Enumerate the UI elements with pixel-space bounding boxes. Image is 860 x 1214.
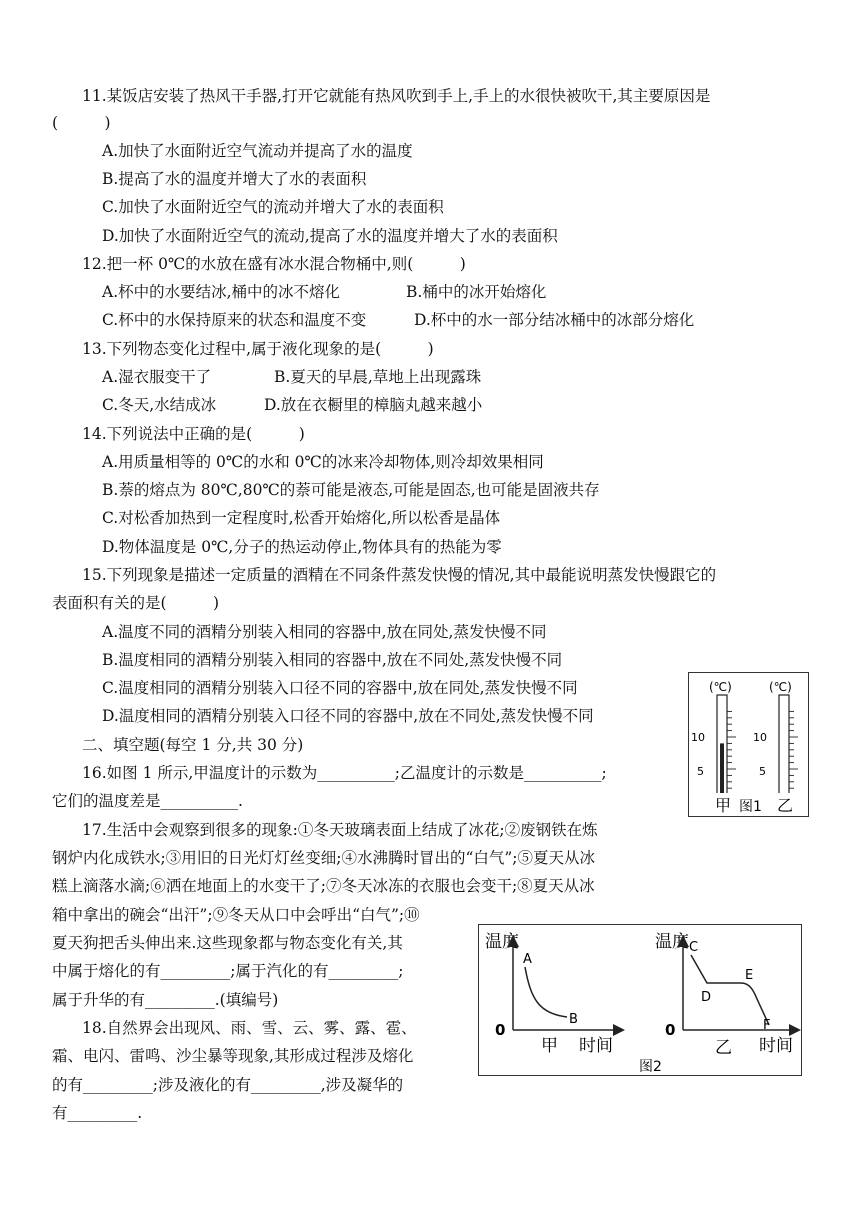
q15-option-b: B.温度相同的酒精分别装入相同的容器中,放在不同处,蒸发快慢不同: [102, 651, 563, 669]
q13-option-c: C.冬天,水结成冰: [102, 396, 217, 414]
scale-label-5-left: 5: [697, 765, 704, 778]
figure-2-caption: 图2: [639, 1059, 662, 1075]
q13-option-d: D.放在衣橱里的樟脑丸越来越小: [264, 396, 483, 414]
q11-option-b: B.提高了水的温度并增大了水的表面积: [102, 170, 367, 188]
q18-line3: 的有_________;涉及液化的有_________,涉及凝华的: [52, 1076, 404, 1094]
q11-option-d: D.加快了水面附近空气的流动,提高了水的温度并增大了水的表面积: [102, 227, 558, 245]
q14-option-a: A.用质量相等的 0℃的水和 0℃的冰来冷却物体,则冷却效果相同: [102, 453, 544, 471]
thermometer-jia-scale: [727, 711, 736, 788]
q14-option-b: B.萘的熔点为 80℃,80℃的萘可能是液态,可能是固态,也可能是固液共存: [102, 481, 600, 499]
q14-option-c: C.对松香加热到一定程度时,松香开始熔化,所以松香是晶体: [102, 509, 501, 527]
q17-line7: 属于升华的有_________.(填编号): [52, 991, 279, 1009]
graph-yi-point-f: F: [763, 1018, 771, 1033]
q15-option-d: D.温度相同的酒精分别装入口径不同的容器中,放在不同处,蒸发快慢不同: [102, 707, 594, 725]
q17-line2: 钢炉内化成铁水;③用旧的日光灯灯丝变细;④水沸腾时冒出的“白气”;⑤夏天从冰: [52, 849, 596, 867]
q11-option-c: C.加快了水面附近空气的流动并增大了水的表面积: [102, 198, 444, 216]
q16-line2: 它们的温度差是__________.: [52, 792, 243, 810]
q14-stem: 14.下列说法中正确的是( ): [82, 425, 305, 443]
q13-option-b: B.夏天的早晨,草地上出现露珠: [274, 368, 482, 386]
figure-1-thermometers: [688, 672, 809, 817]
scale-label-10-left: 10: [691, 731, 705, 744]
graph-jia-origin: 0: [495, 1021, 506, 1039]
q17-line6: 中属于熔化的有_________;属于汽化的有_________;: [52, 962, 404, 980]
q15-option-c: C.温度相同的酒精分别装入口径不同的容器中,放在同处,蒸发快慢不同: [102, 679, 578, 697]
thermometer-jia-label: 甲: [715, 796, 732, 815]
graph-yi-point-c: C: [689, 940, 699, 955]
graph-yi-point-e: E: [745, 968, 754, 983]
thermometer-yi-scale: [789, 711, 798, 788]
graph-jia-y-label: 温度: [485, 932, 519, 952]
q15-stem-line2: 表面积有关的是( ): [52, 594, 220, 612]
q11-stem: 11.某饭店安装了热风干手器,打开它就能有热风吹到手上,手上的水很快被吹干,其主要原因是: [82, 87, 711, 105]
graph-jia-name: 甲: [541, 1036, 558, 1056]
graph-yi-name: 乙: [715, 1038, 732, 1058]
graph-yi-y-label: 温度: [655, 932, 689, 952]
q18-line4: 有_________.: [52, 1104, 143, 1122]
q12-option-d: D.杯中的水一部分结冰桶中的冰部分熔化: [414, 311, 695, 329]
q12-option-b: B.桶中的冰开始熔化: [406, 283, 547, 301]
q12-option-c: C.杯中的水保持原来的状态和温度不变: [102, 311, 367, 329]
q18-line1: 18.自然界会出现风、雨、雪、云、雾、露、雹、: [82, 1019, 417, 1037]
q17-line4: 箱中拿出的碗会“出汗”;⑨冬天从口中会呼出“白气”;⑩: [52, 906, 420, 924]
q11-option-a: A.加快了水面附近空气流动并提高了水的温度: [102, 142, 413, 160]
q17-line3: 糕上滴落水滴;⑥洒在地面上的水变干了;⑦冬天冰冻的衣服也会变干;⑧夏天从冰: [52, 877, 595, 895]
graph-jia-curve: [525, 967, 567, 1017]
scale-label-5-right: 5: [759, 765, 766, 778]
graph-jia-point-a: A: [523, 952, 532, 967]
figure-1-caption: 图1: [739, 799, 762, 815]
scale-label-10-right: 10: [753, 731, 767, 744]
q15-option-a: A.温度不同的酒精分别装入相同的容器中,放在同处,蒸发快慢不同: [102, 623, 547, 641]
graphs-drawing: [479, 925, 801, 1075]
q12-stem: 12.把一杯 0℃的水放在盛有冰水混合物桶中,则( ): [82, 255, 466, 273]
q11-answer-blank: ( ): [52, 114, 111, 132]
graph-jia-point-b: B: [569, 1012, 578, 1027]
q18-line2: 霜、电闪、雷鸣、沙尘暴等现象,其形成过程涉及熔化: [52, 1047, 414, 1065]
thermometers-drawing: [689, 673, 808, 816]
q16-line1: 16.如图 1 所示,甲温度计的示数为__________;乙温度计的示数是__________;: [82, 764, 607, 782]
q17-line1: 17.生活中会观察到很多的现象:①冬天玻璃表面上结成了冰花;②废钢铁在炼: [82, 821, 598, 839]
q13-stem: 13.下列物态变化过程中,属于液化现象的是( ): [82, 340, 434, 358]
q12-option-a: A.杯中的水要结冰,桶中的冰不熔化: [102, 283, 341, 301]
graph-jia-x-label: 时间: [579, 1036, 613, 1056]
q13-option-a: A.湿衣服变干了: [102, 368, 212, 386]
graph-yi-point-d: D: [701, 990, 712, 1005]
graph-yi-x-label: 时间: [759, 1036, 793, 1056]
section-fill-in-title: 二、填空题(每空 1 分,共 30 分): [82, 736, 304, 754]
q14-option-d: D.物体温度是 0℃,分子的热运动停止,物体具有的热能为零: [102, 538, 502, 556]
figure-2-graphs: [478, 924, 802, 1076]
unit-label-right: (℃): [769, 680, 792, 694]
unit-label-left: (℃): [709, 680, 732, 694]
q17-line5: 夏天狗把舌头伸出来.这些现象都与物态变化有关,其: [52, 934, 403, 952]
q15-stem-line1: 15.下列现象是描述一定质量的酒精在不同条件蒸发快慢的情况,其中最能说明蒸发快慢跟它的: [82, 566, 717, 584]
thermometer-yi-label: 乙: [777, 796, 794, 815]
graph-yi-origin: 0: [665, 1021, 676, 1039]
